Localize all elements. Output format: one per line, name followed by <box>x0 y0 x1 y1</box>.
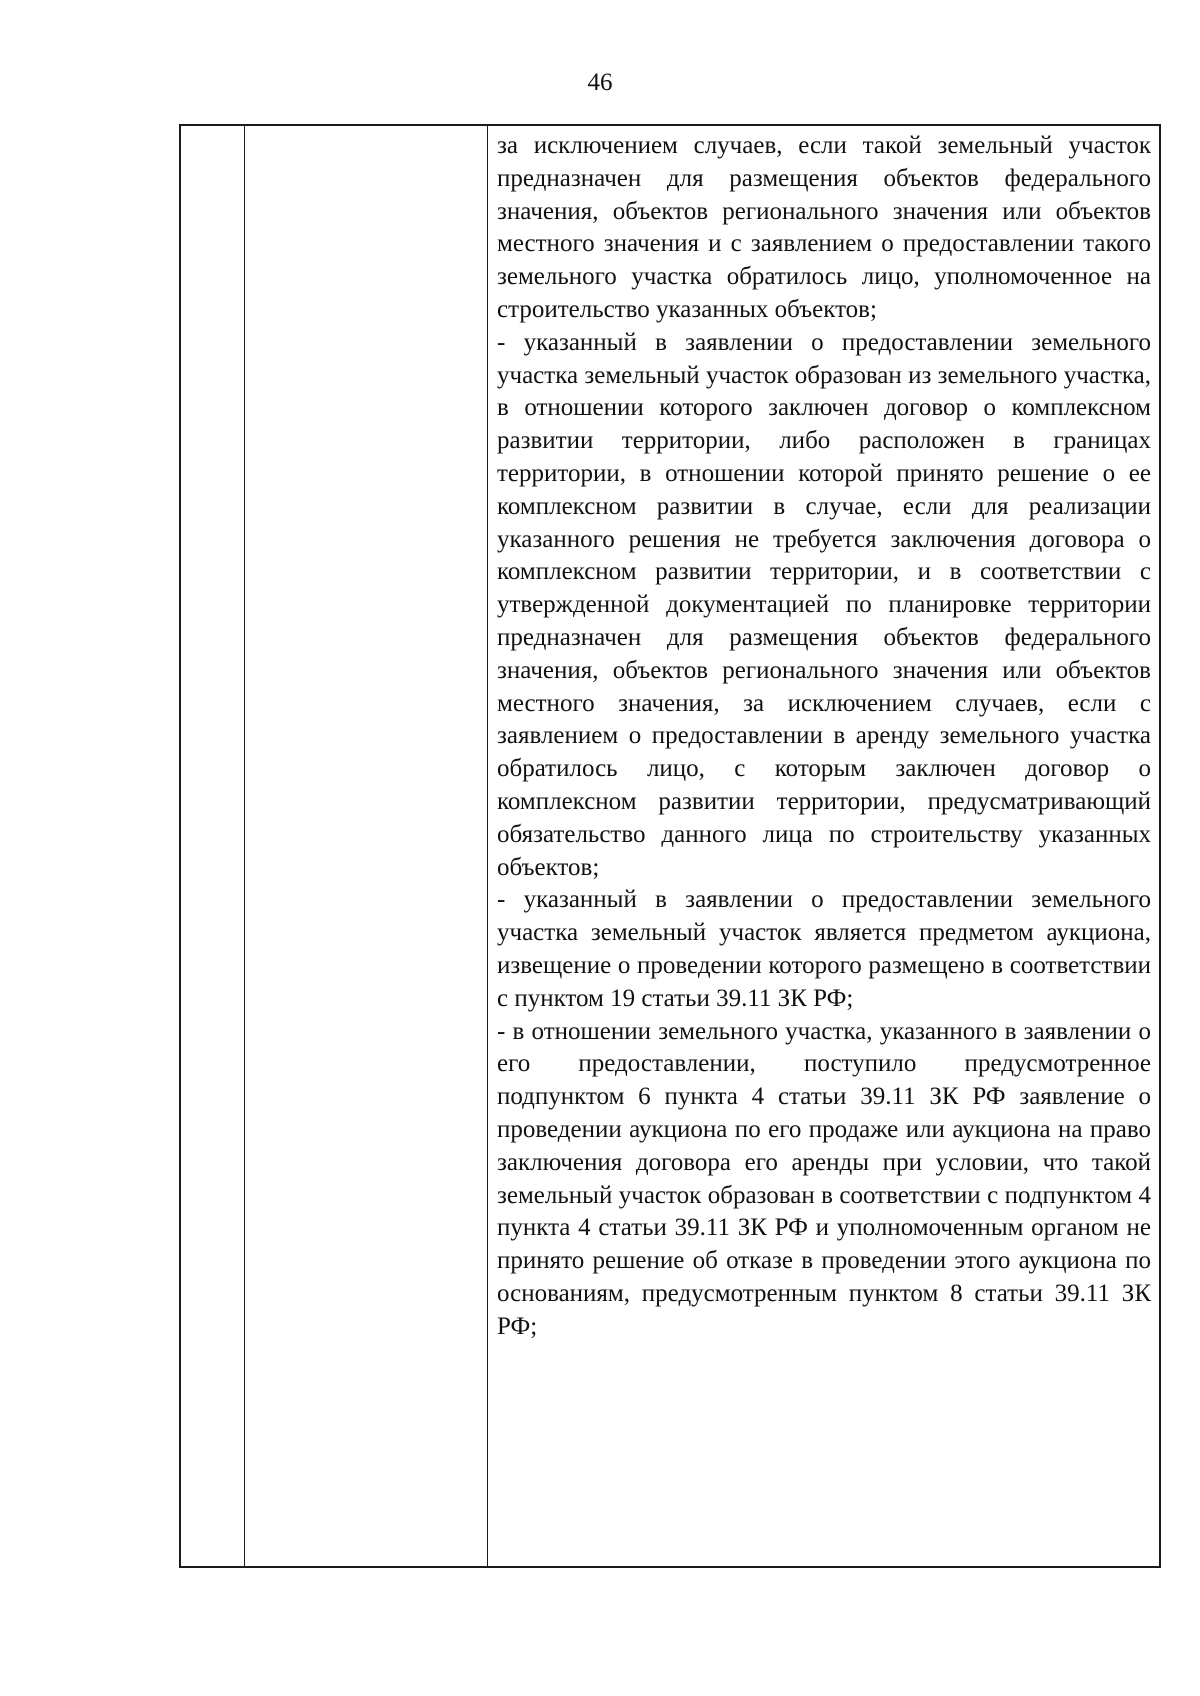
page-number: 46 <box>587 69 613 96</box>
table-column-number <box>181 126 245 1566</box>
table-column-service <box>245 126 488 1566</box>
paragraph-auction-subject: - указанный в заявлении о предоставлении земельного участка земельный участок является предметом аукциона, извещение о проведении которого размещено в соответствии с пунктом 19 статьи 39.11 ЗК РФ; <box>497 886 1151 1012</box>
document-table <box>179 124 1161 1568</box>
paragraph-complex-development: - указанный в заявлении о предоставлении земельного участка земельный участок образован из земельного участка, в отношении которого заключен договор о комплексном развитии территории, либо расположен в границах территории, в отношении которой принято решение о ее комплексном развитии в случае, если для реализации указанного решения не требуется заключения договора о комплексном развитии территории, и в соответствии с утвержденной документацией по планировке территории предназначен для размещения объектов федерального значения, объектов регионального значения или объектов местного значения, за исключением случаев, если с заявлением о предоставлении в аренду земельного участка обратилось лицо, с которым заключен договор о комплексном развитии территории, предусматривающий обязательство данного лица по строительству указанных объектов; <box>497 328 1151 881</box>
paragraph-auction-application: - в отношении земельного участка, указанного в заявлении о его предоставлении, поступило предусмотренное подпунктом 6 пункта 4 статьи 39.11 ЗК РФ заявление о проведении аукциона по его продаже или аукциона на право заключения договора его аренды при условии, что такой земельный участок образован в соответствии с подпунктом 4 пункта 4 статьи 39.11 ЗК РФ и уполномоченным органом не принято решение об отказе в проведении этого аукциона по основаниям, предусмотренным пунктом 8 статьи 39.11 ЗК РФ; <box>497 1017 1151 1340</box>
table-column-grounds <box>488 126 1159 1566</box>
paragraph-continuation: за исключением случаев, если такой земельный участок предназначен для размещения объектов федерального значения, объектов регионального значения или объектов местного значения и с заявлением о предоставлении такого земельного участка обратилось лицо, уполномоченное на строительство указанных объектов; <box>497 132 1151 323</box>
